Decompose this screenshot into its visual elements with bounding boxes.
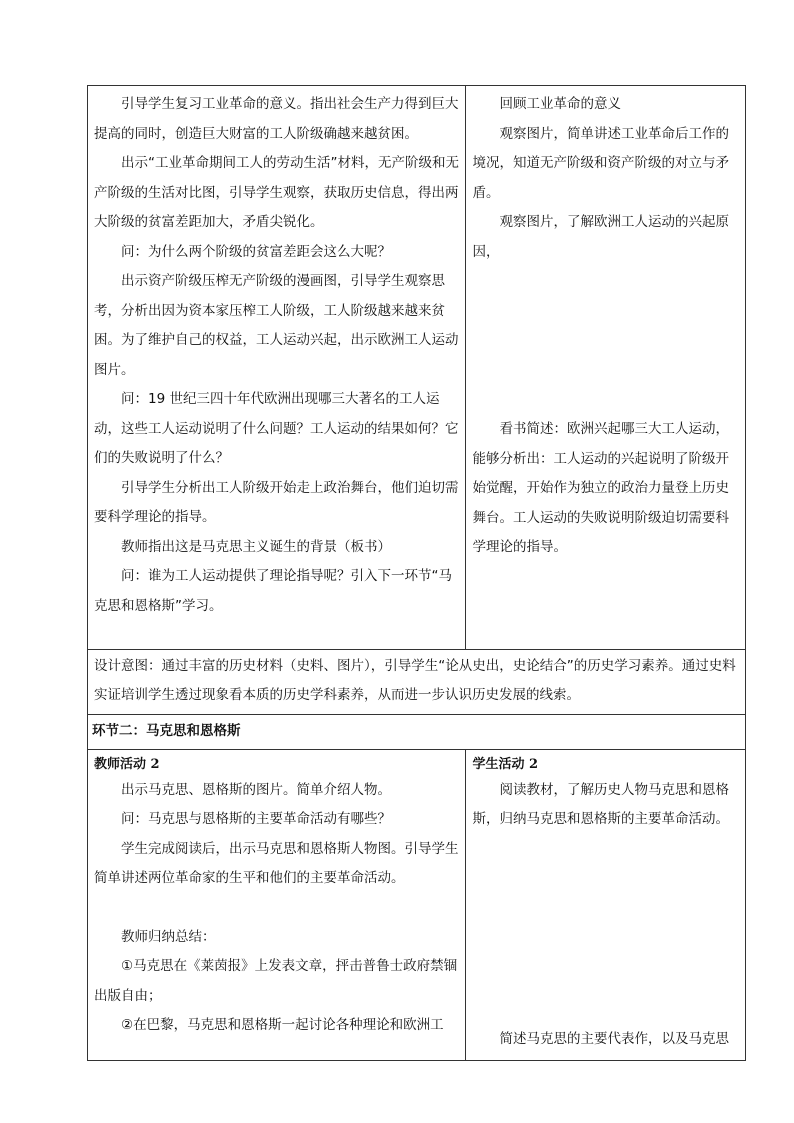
paragraph: 出示“工业革命期间工人的劳动生活”材料，无产阶级和无产阶级的生活对比图，引导学生观察，获取历史信息，得出两大阶级的贫富差距加大，矛盾尖锐化。	[94, 155, 459, 230]
summary-item: ②在巴黎，马克思和恩格斯一起讨论各种理论和欧洲工	[121, 1017, 444, 1033]
paragraph: 观察图片，简单讲述工业革命后工作的境况，知道无产阶级和资产阶级的对立与矛盾。	[472, 125, 729, 201]
paragraph: 问：19 世纪三四十年代欧洲出现哪三大著名的工人运动，这些工人运动说明了什么问题？工人运动的结果如何？它们的失败说明了什么？	[94, 391, 459, 466]
paragraph: 问：谁为工人运动提供了理论指导呢？引入下一环节“马克思和恩格斯”学习。	[94, 568, 452, 614]
design-intent-text: 设计意图：通过丰富的历史材料（史料、图片），引导学生“论从史出，史论结合”的历史学习素养。通过史料实证培训学生透过现象看本质的历史学科素养，从而进一步认识历史发展的线索。	[88, 650, 746, 715]
paragraph: 回顾工业革命的意义	[499, 96, 621, 112]
lesson-plan-table	[87, 85, 746, 1061]
section2-title-row	[88, 715, 746, 750]
paragraph: 简述马克思的主要代表作，以及马克思	[499, 1030, 729, 1047]
teacher-activity-cell	[88, 86, 466, 650]
paragraph: 引导学生分析出工人阶级开始走上政治舞台，他们迫切需要科学理论的指导。	[94, 479, 459, 525]
paragraph: 引导学生复习工业革命的意义。指出社会生产力得到巨大提高的同时，创造巨大财富的工人阶级确越来越贫困。	[94, 96, 459, 142]
section1-row	[88, 86, 746, 650]
summary-label: 教师归纳总结：	[121, 928, 216, 945]
teacher-activity-2-heading: 教师活动 2	[94, 756, 160, 772]
paragraph: 阅读教材，了解历史人物马克思和恩格斯，归纳马克思和恩格斯的主要革命活动。	[472, 781, 729, 827]
section2-title: 环节二：马克思和恩格斯	[88, 715, 746, 750]
paragraph: 教师指出这是马克思主义诞生的背景（板书）	[121, 538, 391, 555]
summary-item: ①马克思在《莱茵报》上发表文章，抨击普鲁士政府禁锢出版自由；	[94, 958, 458, 1004]
teacher-activity-2-cell	[88, 749, 466, 1061]
section2-row	[88, 749, 746, 1061]
paragraph: 出示马克思、恩格斯的图片。简单介绍人物。	[121, 781, 391, 798]
paragraph: 看书简述：欧洲兴起哪三大工人运动，能够分析出：工人运动的兴起说明了阶级开始觉醒，开始作为独立的政治力量登上历史舞台。工人运动的失败说明阶级迫切需要科学理论的指导。	[472, 421, 729, 555]
student-activity-2-heading: 学生活动 2	[472, 756, 539, 772]
design-intent-row	[88, 650, 746, 715]
paragraph: 问：为什么两个阶级的贫富差距会这么大呢？	[121, 243, 391, 260]
paragraph: 观察图片，了解欧洲工人运动的兴起原因，	[472, 214, 729, 260]
paragraph: 问：马克思与恩格斯的主要革命活动有哪些？	[121, 811, 391, 827]
paragraph: 学生完成阅读后，出示马克思和恩格斯人物图。引导学生简单讲述两位革命家的生平和他们的主要革命活动。	[94, 840, 459, 886]
student-activity-2-cell	[466, 749, 746, 1061]
paragraph: 出示资产阶级压榨无产阶级的漫画图，引导学生观察思考，分析出因为资本家压榨工人阶级，工人阶级越来越来贫困。为了维护自己的权益，工人运动兴起，出示欧洲工人运动图片。	[94, 273, 459, 378]
student-activity-cell	[466, 86, 746, 650]
